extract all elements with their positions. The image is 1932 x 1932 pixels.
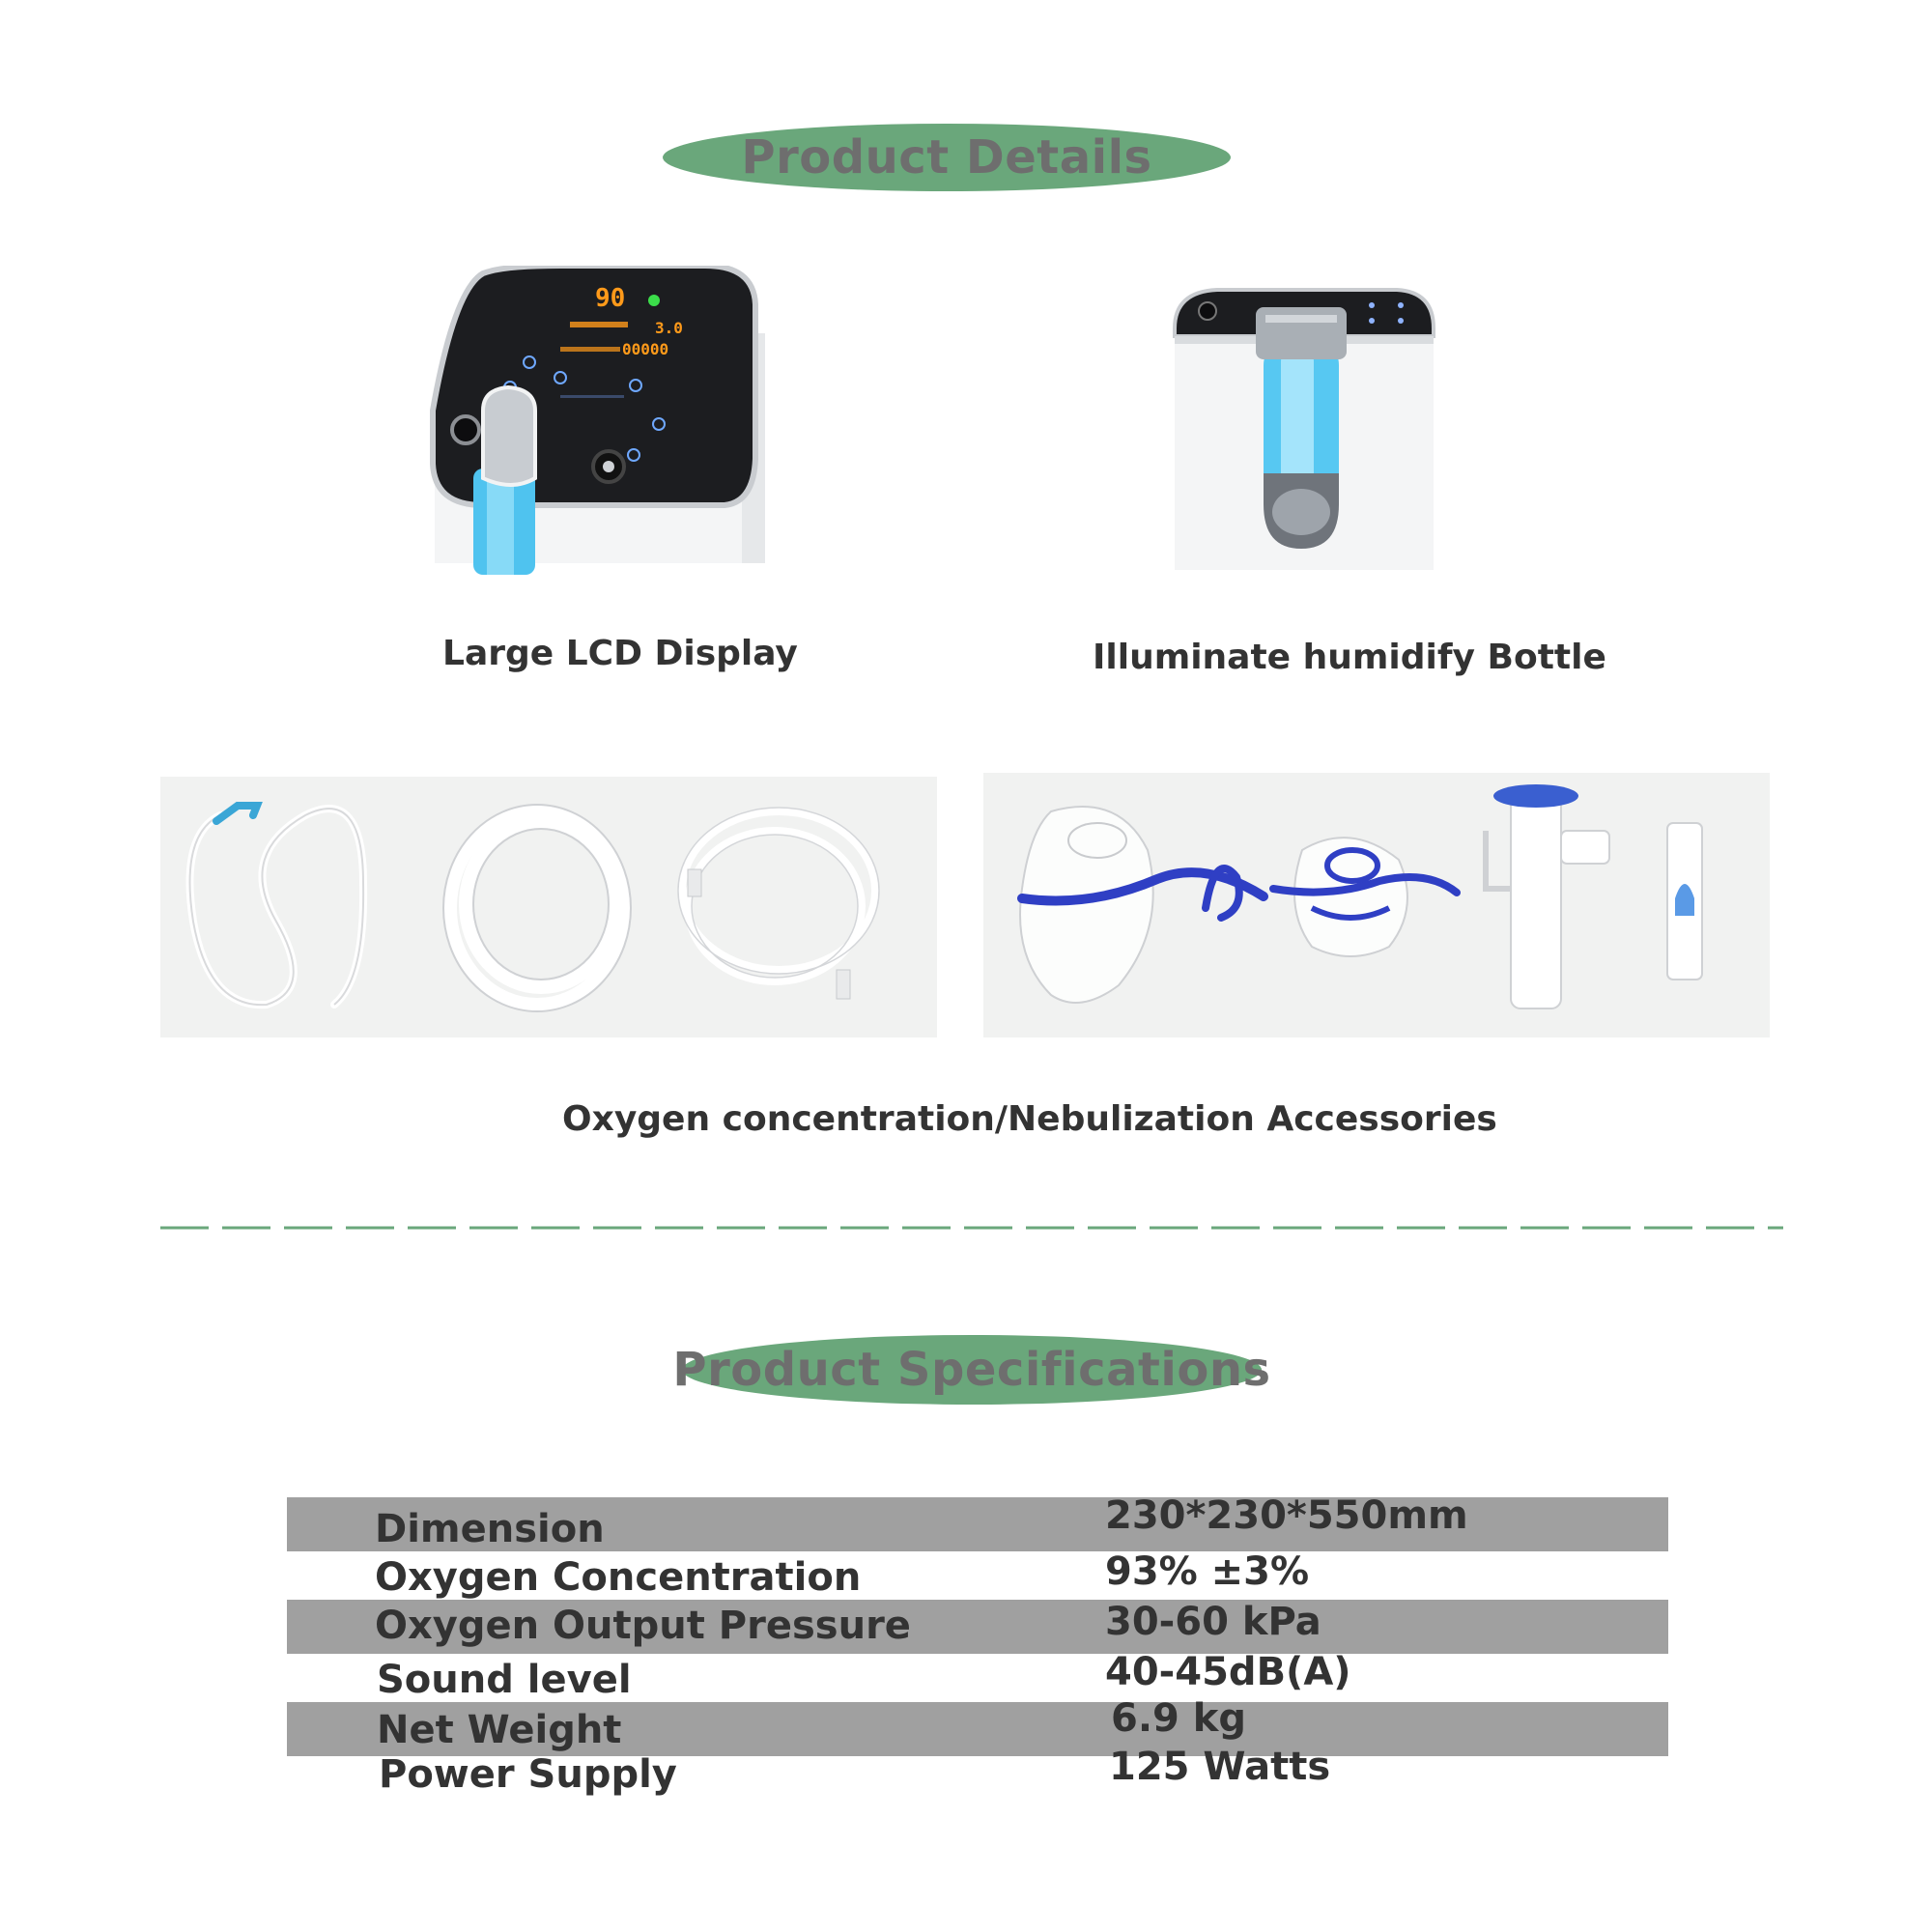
spec-row-value: 230*230*550mm <box>1105 1493 1468 1538</box>
section-divider <box>160 1225 1783 1231</box>
oxygen-accessories-panel <box>160 777 937 1037</box>
power-indicator-icon <box>648 295 660 306</box>
mouthpiece-image <box>1667 823 1702 980</box>
nebulization-accessories-panel <box>983 773 1770 1037</box>
spec-row-label: Dimension <box>375 1507 605 1551</box>
bottle-outlet-icon <box>1199 302 1216 320</box>
child-mask-image <box>1273 838 1457 956</box>
nebulizer-cup-image <box>1486 784 1609 1009</box>
product-details-pill <box>663 124 1231 191</box>
spec-row-value: 30-60 kPa <box>1105 1600 1321 1644</box>
spec-row-value: 40-45dB(A) <box>1105 1650 1351 1694</box>
oxygen-tube-coil-image <box>450 811 624 1005</box>
lcd-timer-readout: 00000 <box>622 340 669 358</box>
spec-row-label: Sound level <box>377 1658 632 1702</box>
product-details-title: Product Details <box>741 130 1152 185</box>
lcd-caption: Large LCD Display <box>442 634 798 673</box>
cannula-prong-icon <box>216 806 257 821</box>
nebulizer-outlet <box>452 416 479 443</box>
bottle-caption: Illuminate humidify Bottle <box>1093 638 1606 677</box>
spec-row-label: Power Supply <box>379 1752 677 1797</box>
lcd-display-photo <box>415 266 773 575</box>
lcd-flow-readout: 3.0 <box>655 319 683 337</box>
spec-row-value: 6.9 kg <box>1111 1696 1247 1741</box>
spec-row-label: Net Weight <box>377 1708 622 1752</box>
spec-row-value: 125 Watts <box>1109 1745 1331 1789</box>
product-specifications-title: Product Specifications <box>672 1343 1271 1397</box>
extension-tube-image <box>682 811 875 981</box>
spec-row-label: Oxygen Output Pressure <box>375 1604 911 1648</box>
spec-row-value: 93% ±3% <box>1105 1549 1310 1594</box>
spec-row-label: Oxygen Concentration <box>375 1555 862 1600</box>
lcd-concentration-readout: 90 <box>595 284 626 313</box>
humidify-bottle-photo <box>1169 280 1439 570</box>
product-specifications-pill <box>672 1335 1271 1405</box>
accessories-caption: Oxygen concentration/Nebulization Accessories <box>562 1099 1497 1139</box>
adult-mask-image <box>1020 807 1264 1003</box>
